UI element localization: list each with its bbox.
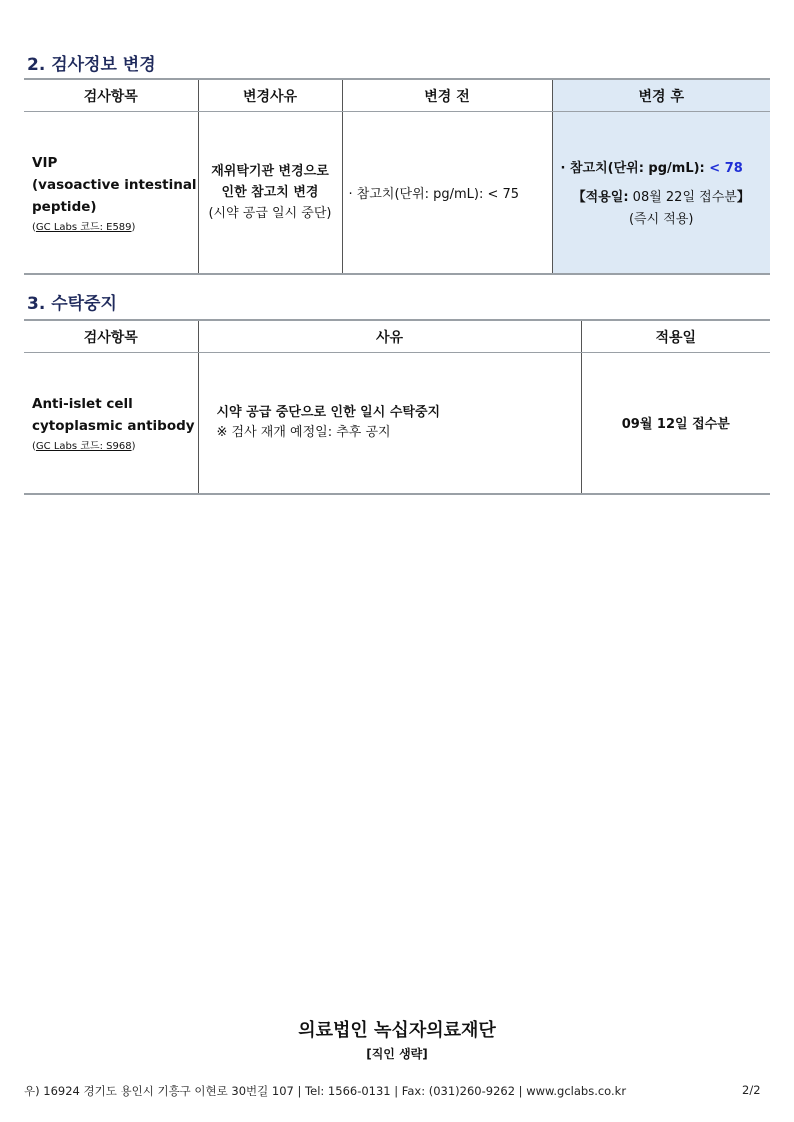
after-reference: · 참고치(단위: pg/mL): < 78 [560,161,743,177]
test-item-name-line: Anti-islet cell [32,396,133,413]
suspension-table [24,319,770,495]
reason-note: (시약 공급 일시 중단) [208,205,332,221]
header-apply-date: 적용일 [581,320,770,353]
header-before: 변경 전 [342,79,552,112]
cell-test-item [24,112,198,274]
header-test-item: 검사항목 [24,79,198,112]
cell-reason [198,353,581,494]
apply-date-line: 【적용일: 08월 22일 접수분】 [572,190,750,206]
test-item-name-line: (vasoactive intestinal [32,176,197,193]
resume-note: ※ 검사 재개 예정일: 추후 공지 [216,424,391,440]
cell-test-item [24,353,198,494]
info-change-table [24,78,770,275]
footer-contact: 우) 16924 경기도 용인시 기흥구 이현로 30번길 107 | Tel: 1566-0131 | Fax: (031)260-9262 | www.gclabs.co.kr [24,1084,627,1098]
apply-note: (즉시 적용) [628,212,694,228]
test-item-name-line: peptide) [32,198,97,215]
reason-line: 인한 참고치 변경 [221,184,319,200]
header-test-item: 검사항목 [24,320,198,353]
after-reference-value: < 78 [709,161,743,177]
page-number: 2/2 [742,1083,761,1097]
test-item-name-line: VIP [32,154,58,171]
reason-line: 재위탁기관 변경으로 [211,163,329,179]
section-title-suspension: 3. 수탁중지 [27,294,117,314]
header-reason: 사유 [198,320,581,353]
section-title-info-change: 2. 검사정보 변경 [27,55,156,75]
test-code: (GC Labs 코드: S968) [32,441,136,453]
cell-after [552,112,770,274]
organization-name: 의료법인 녹십자의료재단 [298,1020,496,1041]
cell-apply-date: 09월 12일 접수분 [581,353,770,494]
cell-change-reason [198,112,342,274]
header-after: 변경 후 [552,79,770,112]
cell-before [342,112,552,274]
test-code: (GC Labs 코드: E589) [32,221,136,233]
test-item-name-line: cytoplasmic antibody [32,418,195,435]
reason-line: 시약 공급 중단으로 인한 일시 수탁중지 [216,404,441,420]
before-reference: · 참고치(단위: pg/mL): < 75 [348,186,520,202]
header-change-reason: 변경사유 [198,79,342,112]
seal-omitted: [직인 생략] [366,1047,428,1061]
